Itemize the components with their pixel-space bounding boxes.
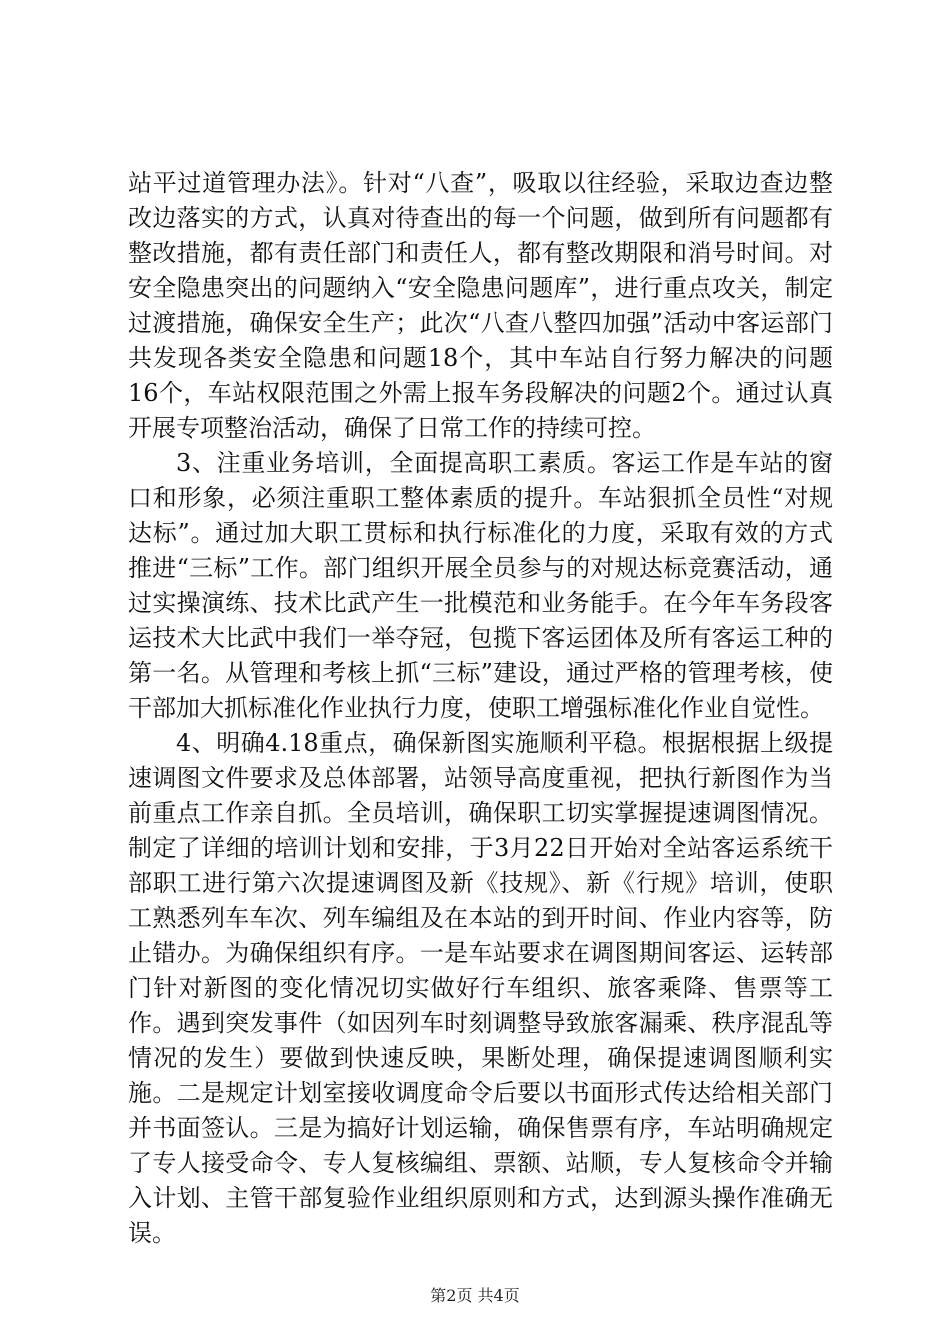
page-footer: 第2页 共4页	[430, 1286, 520, 1305]
document-body	[128, 166, 833, 1251]
paragraph-1: 站平过道管理办法》。针对“八查”，吸取以往经验，采取边查边整改边落实的方式，认真对待查出的每一个问题，做到所有问题都有整改措施，都有责任部门和责任人，都有整改期限和消号时间。对安全隐患突出的问题纳入“安全隐患问题库”，进行重点攻关，制定过渡措施，确保安全生产；此次“八查八整四加强”活动中客运部门共发现各类安全隐患和问题18个，其中车站自行努力解决的问题16个，车站权限范围之外需上报车务段解决的问题2个。通过认真开展专项整治活动，确保了日常工作的持续可控。	[128, 169, 833, 442]
paragraph-3: 4、明确4.18重点，确保新图实施顺利平稳。根据根据上级提速调图文件要求及总体部署，站领导高度重视，把执行新图作为当前重点工作亲自抓。全员培训，确保职工切实掌握提速调图情况。制定了详细的培训计划和安排，于3月22日开始对全站客运系统干部职工进行第六次提速调图及新《技规》、新《行规》培训，使职工熟悉列车车次、列车编组及在本站的到开时间、作业内容等，防止错办。为确保组织有序。一是车站要求在调图期间客运、运转部门针对新图的变化情况切实做好行车组织、旅客乘降、售票等工作。遇到突发事件（如因列车时刻调整导致旅客漏乘、秩序混乱等情况的发生）要做到快速反映，果断处理，确保提速调图顺利实施。二是规定计划室接收调度命令后要以书面形式传达给相关部门并书面签认。三是为搞好计划运输，确保售票有序，车站明确规定了专人接受命令、专人复核编组、票额、站顺，专人复核命令并输入计划、主管干部复验作业组织原则和方式，达到源头操作准确无误。	[128, 729, 833, 1247]
paragraph-2: 3、注重业务培训，全面提高职工素质。客运工作是车站的窗口和形象，必须注重职工整体素质的提升。车站狠抓全员性“对规达标”。通过加大职工贯标和执行标准化的力度，采取有效的方式推进“三标”工作。部门组织开展全员参与的对规达标竞赛活动，通过实操演练、技术比武产生一批模范和业务能手。在今年车务段客运技术大比武中我们一举夺冠，包揽下客运团体及所有客运工种的第一名。从管理和考核上抓“三标”建设，通过严格的管理考核，使干部加大抓标准化作业执行力度，使职工增强标准化作业自觉性。	[128, 449, 833, 722]
